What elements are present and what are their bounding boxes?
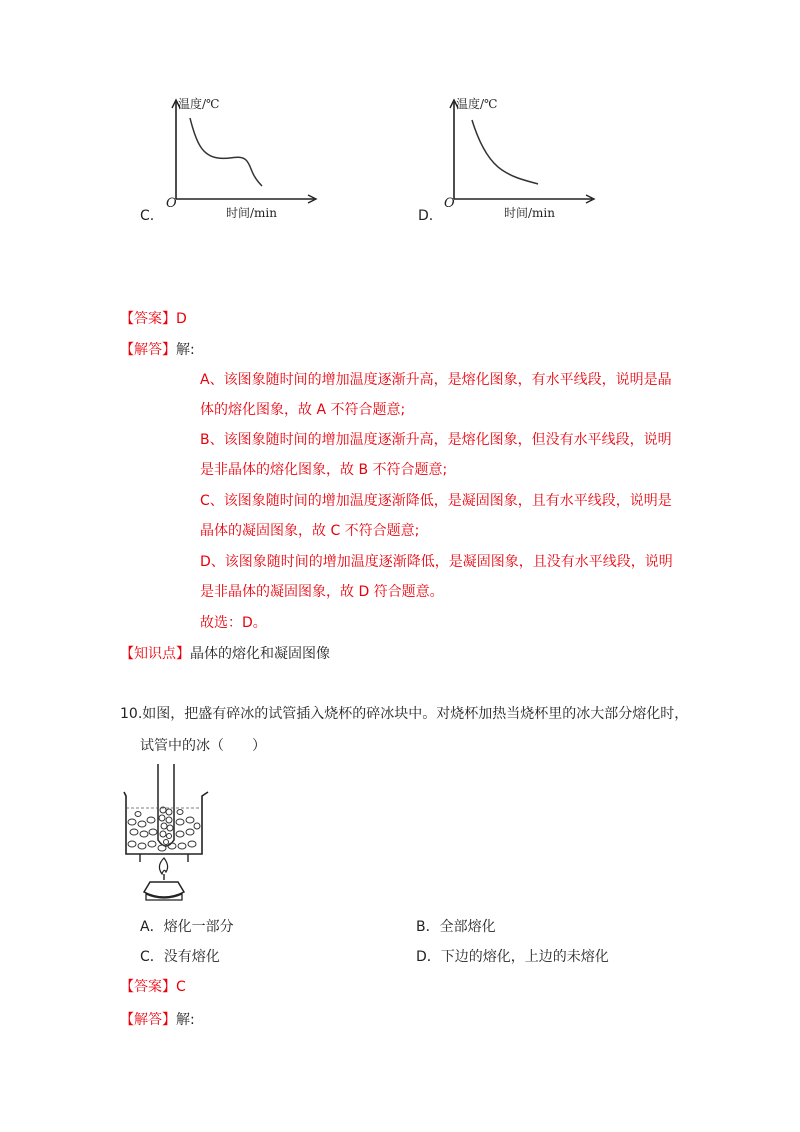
q10-option-d: D．下边的熔化，上边的未熔化 [416, 949, 609, 965]
alcohol-lamp [144, 882, 184, 897]
q10-analysis [120, 1010, 195, 1030]
q9-line-b2: 是非晶体的熔化图象，故 B 不符合题意; [200, 462, 448, 478]
q9-line-c2: 晶体的凝固图象，故 C 不符合题意; [200, 523, 420, 539]
q9-knowledge-point [120, 644, 330, 664]
graph-d-xlabel: 时间/min [504, 206, 555, 220]
q9-answer [120, 309, 187, 329]
graph-c-xlabel: 时间/min [226, 206, 277, 220]
q9-line-choice: 故选：D。 [200, 615, 267, 631]
q10-option-c: C．没有熔化 [140, 949, 220, 965]
q9-line-b1: B、该图象随时间的增加温度逐渐升高，是熔化图象，但没有水平线段，说明 [200, 432, 672, 448]
lamp-flame [159, 858, 167, 874]
graph-d-origin: O [444, 196, 455, 211]
q10-analysis-tag: 【解答】 [120, 1012, 176, 1028]
q9-kp-tag: 【知识点】 [120, 646, 190, 662]
graph-c-ylabel: 温度/℃ [178, 97, 220, 111]
q10-analysis-value: 解: [176, 1012, 195, 1028]
q9-line-d2: 是非晶体的凝固图象，故 D 符合题意。 [200, 584, 444, 600]
option-c-label: C. [140, 208, 155, 224]
q9-kp-value: 晶体的熔化和凝固图像 [190, 646, 330, 662]
q9-analysis-value: 解: [176, 342, 195, 358]
q10-stem-line1: 10.如图，把盛有碎冰的试管插入烧杯的碎冰块中。对烧杯加热当烧杯里的冰大部分熔化时， [120, 706, 689, 722]
q9-analysis-tag: 【解答】 [120, 342, 176, 358]
q9-answer-value: D [176, 311, 187, 327]
q9-answer-tag: 【答案】 [120, 311, 176, 327]
q10-answer-value: C [176, 979, 186, 995]
graph-c-origin: O [166, 196, 177, 211]
q10-figure [120, 762, 220, 904]
graph-c-curve [190, 118, 262, 186]
q10-apparatus-figure [120, 762, 220, 904]
test-tube-ice [159, 807, 173, 845]
q10-option-b: B．全部熔化 [416, 919, 496, 935]
q10-stem-line2: 试管中的冰（ ） [140, 738, 266, 754]
option-d-label: D. [418, 208, 434, 224]
q9-line-a2: 体的熔化图象，故 A 不符合题意; [200, 402, 406, 418]
q9-line-d1: D、该图象随时间的增加温度逐渐降低，是凝固图象，且没有水平线段，说明 [200, 554, 673, 570]
q9-line-c1: C、该图象随时间的增加温度逐渐降低，是凝固图象，且有水平线段，说明是 [200, 493, 672, 509]
q9-analysis [120, 340, 195, 360]
graph-d-curve [472, 120, 538, 184]
q9-line-a1: A、该图象随时间的增加温度逐渐升高，是熔化图象，有水平线段，说明是晶 [200, 372, 672, 388]
q10-option-a: A．熔化一部分 [140, 919, 234, 935]
q10-answer-tag: 【答案】 [120, 979, 176, 995]
q10-answer [120, 977, 186, 997]
graph-d-ylabel: 温度/℃ [456, 97, 498, 111]
